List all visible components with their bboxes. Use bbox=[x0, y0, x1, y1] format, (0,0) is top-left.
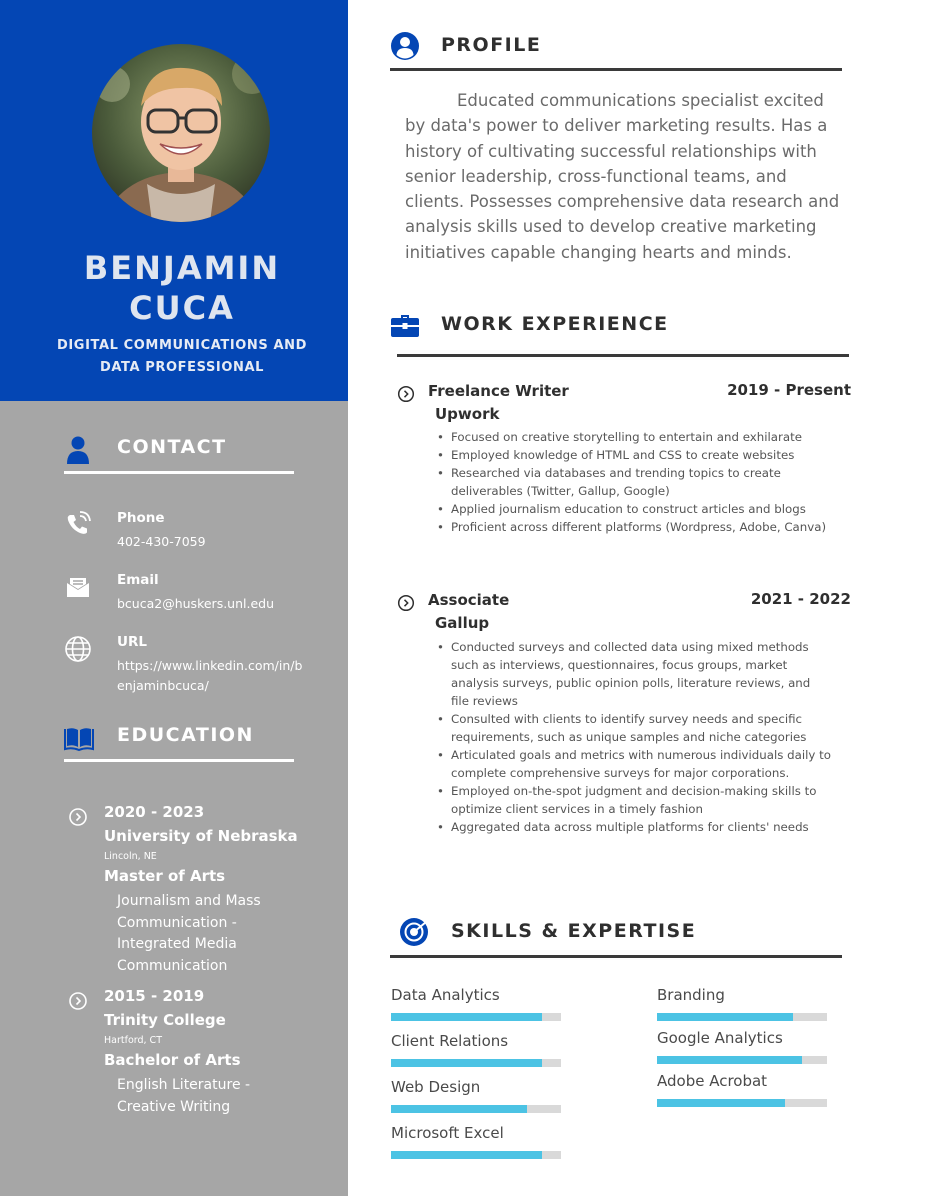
education-degree: Master of Arts bbox=[104, 867, 226, 885]
skill-bar-track bbox=[391, 1059, 561, 1067]
skill-name: Google Analytics bbox=[657, 1029, 783, 1047]
contact-url-title: URL bbox=[117, 634, 147, 650]
skill-item bbox=[391, 1032, 561, 1050]
skill-bar-fill bbox=[391, 1013, 542, 1021]
job-bullet: • Focused on creative storytelling to entertain and exhilarate bbox=[451, 428, 831, 446]
education-location: Hartford, CT bbox=[104, 1035, 162, 1046]
globe-icon bbox=[64, 634, 92, 662]
education-heading bbox=[64, 722, 294, 762]
skills-heading-label: SKILLS & EXPERTISE bbox=[451, 920, 697, 942]
chevron-right-icon bbox=[68, 807, 88, 827]
education-location: Lincoln, NE bbox=[104, 851, 157, 862]
skill-bar-fill bbox=[391, 1059, 542, 1067]
contact-email-title: Email bbox=[117, 572, 159, 588]
tagline-line-1: DIGITAL COMMUNICATIONS AND bbox=[56, 338, 308, 353]
profile-divider bbox=[390, 68, 842, 71]
skill-name: Data Analytics bbox=[391, 986, 500, 1004]
book-icon bbox=[64, 722, 94, 752]
job-organization: Upwork bbox=[435, 405, 500, 423]
skill-bar-fill bbox=[657, 1056, 802, 1064]
last-name: CUCA bbox=[129, 289, 235, 327]
skill-item bbox=[657, 1029, 827, 1047]
chevron-right-icon bbox=[397, 594, 415, 612]
skill-name: Microsoft Excel bbox=[391, 1124, 504, 1142]
education-field: Journalism and Mass Communication - Integrated Media Communication bbox=[117, 893, 261, 974]
skill-bar-track bbox=[657, 1099, 827, 1107]
job-bullet: • Applied journalism education to construct articles and blogs bbox=[451, 500, 831, 518]
work-heading-label: WORK EXPERIENCE bbox=[441, 313, 669, 335]
contact-heading bbox=[64, 434, 294, 474]
tagline-line-2: DATA PROFESSIONAL bbox=[99, 360, 265, 375]
job-bullet: • Aggregated data across multiple platforms for clients' needs bbox=[451, 818, 831, 836]
job-bullet: • Employed knowledge of HTML and CSS to create websites bbox=[451, 446, 831, 464]
contact-email-value[interactable]: bcuca2@huskers.unl.edu bbox=[117, 596, 275, 611]
skills-divider bbox=[390, 955, 842, 958]
job-bullet: • Conducted surveys and collected data using mixed methods such as interviews, questionnaires, focus groups, market analysis surveys, public opinion polls, literature reviews, and file reviews bbox=[451, 638, 831, 710]
first-name: BENJAMIN bbox=[83, 249, 281, 287]
skill-bar-fill bbox=[657, 1099, 785, 1107]
education-heading-label: EDUCATION bbox=[117, 724, 254, 746]
skill-item bbox=[391, 986, 561, 1004]
job-bullet: • Employed on-the-spot judgment and decision-making skills to optimize client services in a timely fashion bbox=[451, 782, 831, 818]
skill-bar-track bbox=[657, 1056, 827, 1064]
skill-item bbox=[391, 1078, 561, 1096]
job-bullets bbox=[451, 638, 831, 836]
skill-bar-fill bbox=[391, 1151, 542, 1159]
profile-summary: Educated communications specialist excited by data's power to deliver marketing results. Has a history of cultivating successful relationships with senior leadership, cross-functional teams, and clients. Possesses comprehensive data research and analysis skills used to develop creative marketing initiatives capable changing hearts and minds. bbox=[405, 91, 840, 262]
profile-heading-label: PROFILE bbox=[441, 34, 542, 56]
contact-phone-value[interactable]: 402-430-7059 bbox=[117, 534, 206, 549]
skill-bar-track bbox=[391, 1105, 561, 1113]
skill-name: Client Relations bbox=[391, 1032, 509, 1050]
education-years: 2015 - 2019 bbox=[104, 987, 205, 1005]
skill-item bbox=[657, 1072, 827, 1090]
education-years: 2020 - 2023 bbox=[104, 803, 205, 821]
briefcase-icon bbox=[390, 310, 420, 340]
skill-name: Branding bbox=[657, 986, 725, 1004]
job-bullet: • Researched via databases and trending topics to create deliverables (Twitter, Gallup, Google) bbox=[451, 464, 831, 500]
skill-bar-fill bbox=[657, 1013, 793, 1021]
education-degree: Bachelor of Arts bbox=[104, 1051, 241, 1069]
job-bullet: • Articulated goals and metrics with numerous individuals daily to complete comprehensive surveys for major corporations. bbox=[451, 746, 831, 782]
skill-name: Adobe Acrobat bbox=[657, 1072, 768, 1090]
chevron-right-icon bbox=[68, 991, 88, 1011]
job-title: Associate bbox=[428, 591, 510, 609]
education-school: Trinity College bbox=[104, 1011, 226, 1029]
user-circle-icon bbox=[390, 31, 420, 61]
contact-phone-title: Phone bbox=[117, 510, 165, 526]
skill-bar-track bbox=[391, 1013, 561, 1021]
skill-item bbox=[657, 986, 827, 1004]
skill-item bbox=[391, 1124, 561, 1142]
education-field: English Literature - Creative Writing bbox=[117, 1077, 251, 1115]
mail-icon bbox=[64, 572, 92, 600]
portrait-photo bbox=[92, 44, 270, 222]
chevron-right-icon bbox=[397, 385, 415, 403]
person-tagline bbox=[0, 335, 364, 379]
job-title: Freelance Writer bbox=[428, 382, 569, 400]
person-name bbox=[0, 248, 364, 328]
skill-bar-fill bbox=[391, 1105, 527, 1113]
job-bullet: • Consulted with clients to identify survey needs and specific requirements, such as unique samples and niche categories bbox=[451, 710, 831, 746]
person-icon bbox=[64, 434, 94, 464]
job-bullets bbox=[451, 428, 831, 536]
contact-url-value[interactable]: https://www.linkedin.com/in/benjaminbcuca/ bbox=[117, 658, 303, 693]
contact-heading-label: CONTACT bbox=[117, 436, 227, 458]
job-bullet: • Proficient across different platforms (Wordpress, Adobe, Canva) bbox=[451, 518, 831, 536]
job-organization: Gallup bbox=[435, 614, 490, 632]
target-icon bbox=[399, 917, 429, 947]
work-divider bbox=[397, 354, 849, 357]
skill-bar-track bbox=[657, 1013, 827, 1021]
phone-icon bbox=[64, 510, 92, 538]
education-school: University of Nebraska bbox=[104, 827, 298, 845]
skill-bar-track bbox=[391, 1151, 561, 1159]
job-dates: 2021 - 2022 bbox=[750, 590, 851, 608]
job-dates: 2019 - Present bbox=[727, 381, 851, 399]
skill-name: Web Design bbox=[391, 1078, 481, 1096]
